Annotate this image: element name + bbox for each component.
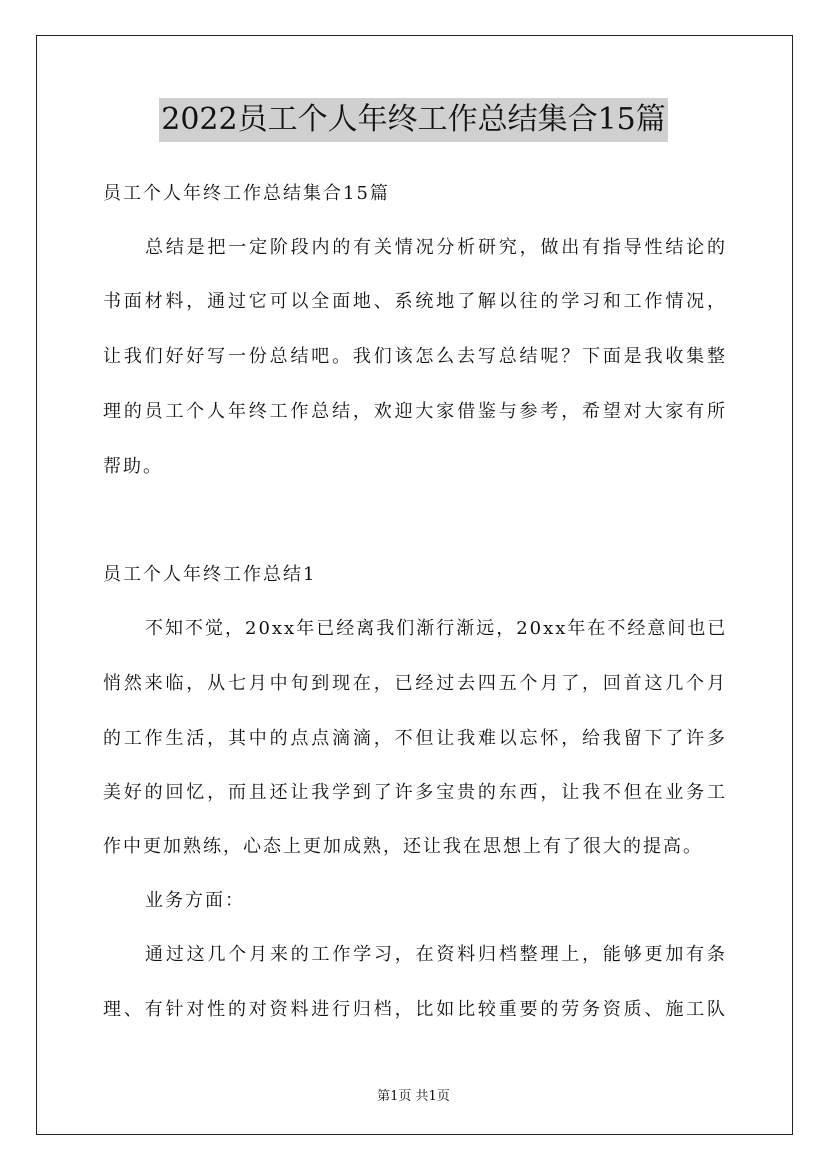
business-heading: 业务方面： bbox=[145, 890, 245, 911]
intro-line: 让我们好好写一份总结吧。我们该怎么去写总结呢？下面是我收集整 bbox=[103, 346, 727, 367]
business-line: 理、有针对性的对资料进行归档，比如比较重要的劳务资质、施工队 bbox=[103, 999, 727, 1020]
section-heading: 员工个人年终工作总结1 bbox=[103, 564, 317, 585]
section-line: 不知不觉，20xx年已经离我们渐行渐远，20xx年在不经意间也已 bbox=[145, 618, 728, 639]
subtitle: 员工个人年终工作总结集合15篇 bbox=[103, 183, 390, 204]
title-container bbox=[0, 98, 827, 142]
page-footer bbox=[0, 1085, 827, 1104]
page-number: 第1页 共1页 bbox=[377, 1089, 450, 1104]
intro-line: 书面材料，通过它可以全面地、系统地了解以往的学习和工作情况， bbox=[103, 291, 727, 312]
section-line: 美好的回忆，而且还让我学到了许多宝贵的东西，让我不但在业务工 bbox=[103, 782, 727, 803]
business-line: 通过这几个月来的工作学习，在资料归档整理上，能够更加有条 bbox=[145, 944, 727, 965]
intro-line: 总结是把一定阶段内的有关情况分析研究，做出有指导性结论的 bbox=[145, 237, 727, 258]
section-line: 悄然来临，从七月中旬到现在，已经过去四五个月了，回首这几个月 bbox=[103, 673, 727, 694]
section-line: 的工作生活，其中的点点滴滴，不但让我难以忘怀，给我留下了许多 bbox=[103, 728, 727, 749]
document-title: 2022员工个人年终工作总结集合15篇 bbox=[159, 98, 668, 142]
intro-line: 理的员工个人年终工作总结，欢迎大家借鉴与参考，希望对大家有所 bbox=[103, 401, 727, 422]
section-line: 作中更加熟练，心态上更加成熟，还让我在思想上有了很大的提高。 bbox=[103, 836, 703, 857]
intro-line: 帮助。 bbox=[103, 456, 163, 477]
